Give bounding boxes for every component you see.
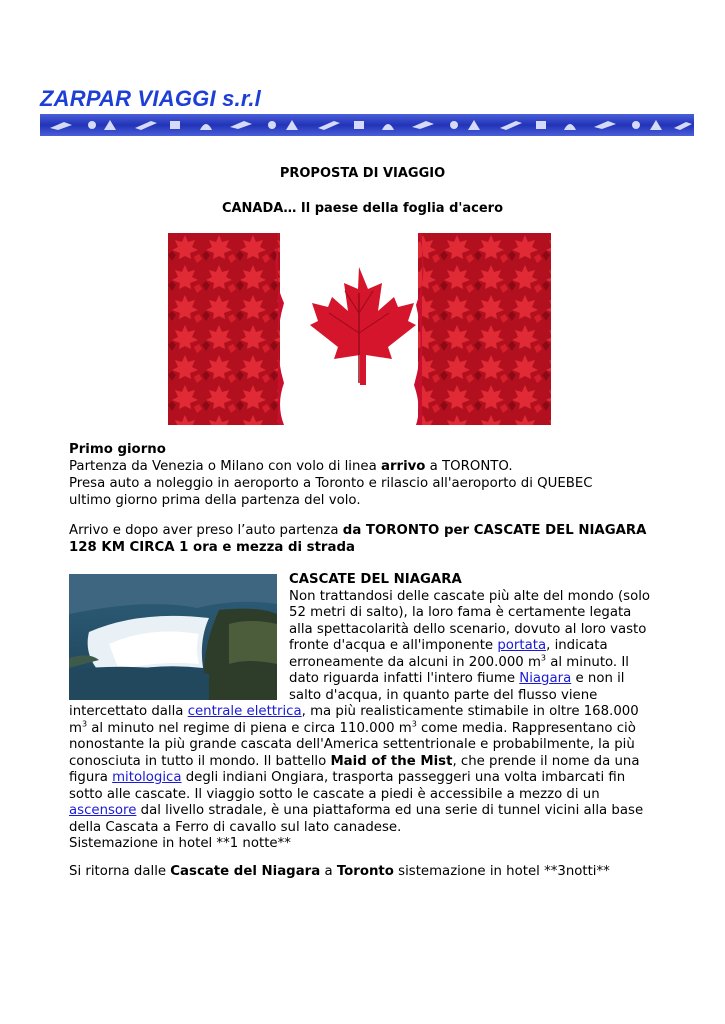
text-segment: e non il salto d'acqua, in quanto parte del flusso viene intercettato dalla bbox=[69, 671, 625, 719]
day-one-heading: Primo giorno bbox=[69, 442, 166, 457]
day-one-section bbox=[69, 441, 659, 509]
niagara-heading: CASCATE DEL NIAGARA bbox=[289, 572, 462, 587]
link-centrale-elettrica[interactable]: centrale elettrica bbox=[187, 704, 302, 719]
day-one-line-3: ultimo giorno prima della partenza del volo. bbox=[69, 493, 361, 508]
text-segment: degli indiani Ongiara, trasporta passeggeri una volta imbarcati fin sotto alle cascate. Il viaggio sotto le cascate a piedi è accessibile a mezzo di un bbox=[69, 770, 626, 802]
text-segment: , che prende il nome da una figura bbox=[69, 753, 640, 785]
text-segment: , ma più realisticamente stimabile in oltre 168.000 m bbox=[69, 704, 639, 736]
photo-float-space bbox=[69, 572, 289, 702]
text-segment: come media. Rappresentano ciò nonostante la più grande cascata dell'America settentrionale e probabilmente, la più conosciuta in tutto il mondo. Il battello bbox=[69, 720, 636, 769]
day-one-line-2: Presa auto a noleggio in aeroporto a Toronto e rilascio all'aeroporto di QUEBEC bbox=[69, 476, 593, 491]
text-segment: al minuto nel regime di piena e circa 110.000 m bbox=[87, 720, 412, 736]
superscript: 3 bbox=[411, 719, 417, 729]
return-paragraph bbox=[69, 863, 669, 880]
text-segment: Partenza da Venezia o Milano con volo di linea bbox=[69, 459, 381, 474]
text-segment: sistemazione in hotel **3notti** bbox=[393, 864, 610, 879]
transfer-paragraph bbox=[69, 522, 669, 556]
bold-cascate: Cascate del Niagara bbox=[170, 864, 321, 879]
text-segment: , indicata erroneamente da alcuni in 200.000 m bbox=[289, 638, 608, 670]
canada-maple-flag-photo bbox=[168, 233, 551, 425]
link-niagara[interactable]: Niagara bbox=[519, 671, 572, 686]
proposal-subtitle: CANADA… Il paese della foglia d'acero bbox=[221, 201, 504, 216]
link-mitologica[interactable]: mitologica bbox=[112, 770, 182, 785]
text-segment: Non trattandosi delle cascate più alte del mondo (solo 52 metri di salto), la loro fama è certamente legata alla spettacolarità dello scenario, dovuto al loro vasto fronte d'acqua e all'imponente bbox=[289, 588, 651, 653]
company-name: ZARPAR VIAGGI s.r.l bbox=[40, 86, 261, 111]
text-segment: dal livello stradale, è una piattaforma ed una serie di tunnel vicini alla base della Cascata a Ferro di cavallo sul lato canadese. bbox=[69, 803, 644, 835]
link-portata[interactable]: portata bbox=[497, 638, 547, 653]
link-ascensore[interactable]: ascensore bbox=[69, 803, 137, 818]
hotel-note: Sistemazione in hotel **1 notte** bbox=[69, 836, 291, 851]
text-segment: Si ritorna dalle bbox=[69, 864, 171, 879]
transfer-route-bold: da TORONTO per CASCATE DEL NIAGARA 128 KM CIRCA 1 ora e mezza di strada bbox=[69, 523, 647, 555]
text-segment: Arrivo e dopo aver preso l’auto partenza bbox=[69, 523, 343, 538]
bold-arrivo: arrivo bbox=[380, 459, 426, 474]
travel-banner-graphic bbox=[40, 114, 694, 136]
niagara-section bbox=[69, 572, 655, 853]
bold-toronto: Toronto bbox=[336, 864, 394, 879]
superscript: 3 bbox=[540, 653, 547, 663]
day-one-line-1 bbox=[69, 458, 659, 475]
text-segment: a bbox=[320, 864, 337, 879]
bold-maid-of-the-mist: Maid of the Mist bbox=[330, 753, 453, 769]
superscript: 3 bbox=[81, 719, 88, 729]
proposal-title: PROPOSTA DI VIAGGIO bbox=[279, 166, 446, 181]
text-segment: a TORONTO. bbox=[425, 459, 513, 474]
text-segment: al minuto. Il dato riguarda infatti l'intero fiume bbox=[289, 654, 629, 686]
